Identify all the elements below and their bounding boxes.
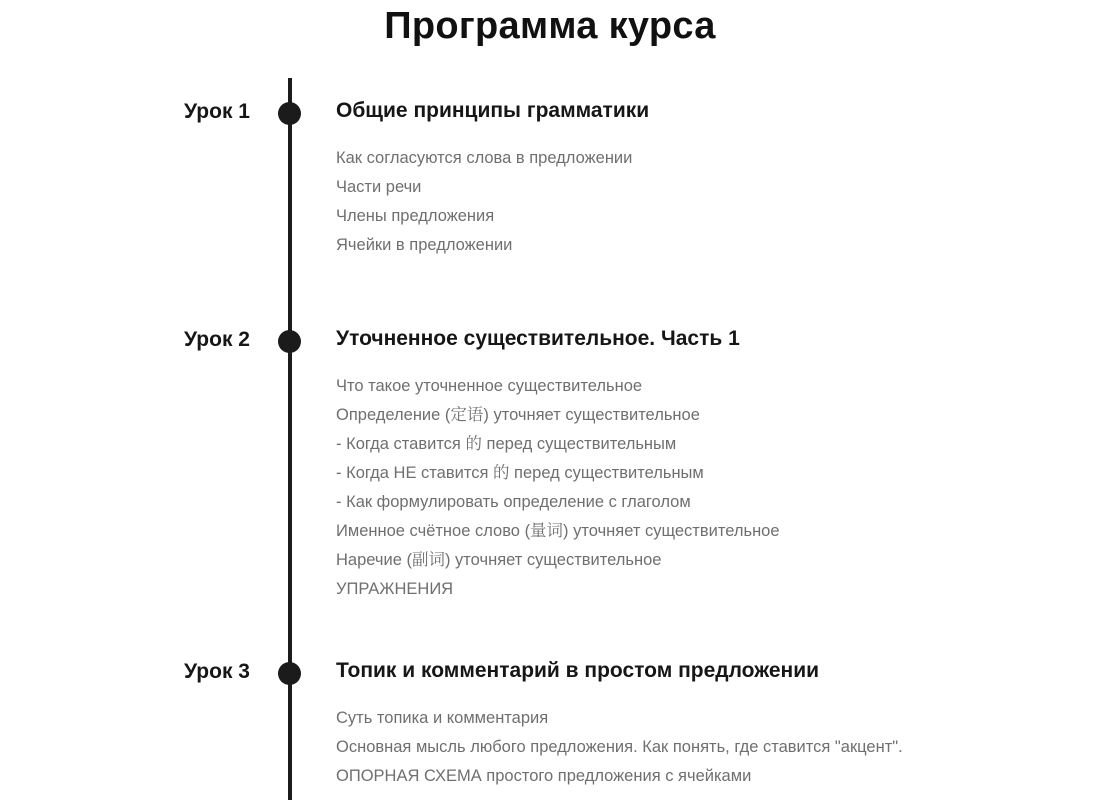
lesson-list — [0, 96, 1100, 791]
lesson-header — [0, 656, 1100, 690]
lesson-header — [0, 324, 1100, 358]
lesson-topic: Суть топика и комментария — [336, 709, 549, 727]
lesson-topic-list — [0, 358, 1100, 604]
timeline-dot-icon — [278, 102, 301, 125]
lesson-header — [0, 96, 1100, 130]
lesson-number-label: Урок 3 — [184, 660, 250, 683]
page-title: Программа курса — [384, 5, 716, 47]
lesson-title: Уточненное существительное. Часть 1 — [336, 327, 740, 350]
lesson-topic: Определение (定语) уточняет существительное — [336, 406, 700, 424]
lesson-spacer — [0, 260, 1100, 324]
lesson-topic: - Как формулировать определение с глаголом — [336, 493, 691, 511]
lesson-number-label: Урок 2 — [184, 328, 250, 351]
lesson-title: Общие принципы грамматики — [336, 99, 650, 122]
lesson-topic: Части речи — [336, 178, 422, 196]
lesson-topic: Что такое уточненное существительное — [336, 377, 643, 395]
lesson-topic: Ячейки в предложении — [336, 236, 513, 254]
lesson-topic: УПРАЖНЕНИЯ — [336, 580, 454, 598]
lesson-topic: Основная мысль любого предложения. Как понять, где ставится "акцент". — [336, 738, 903, 756]
lesson-item — [0, 324, 1100, 604]
lesson-spacer — [0, 604, 1100, 656]
timeline-dot-icon — [278, 330, 301, 353]
lesson-topic-list — [0, 690, 1100, 791]
lesson-item — [0, 656, 1100, 791]
lesson-topic: ОПОРНАЯ СХЕМА простого предложения с ячейками — [336, 767, 752, 785]
lesson-item — [0, 96, 1100, 260]
lesson-topic: Как согласуются слова в предложении — [336, 149, 633, 167]
lesson-topic: Наречие (副词) уточняет существительное — [336, 551, 662, 569]
lesson-number-label: Урок 1 — [184, 100, 250, 123]
timeline-dot-icon — [278, 662, 301, 685]
lesson-topic: Члены предложения — [336, 207, 495, 225]
lesson-topic: - Когда ставится 的 перед существительным — [336, 435, 677, 453]
lesson-title: Топик и комментарий в простом предложении — [336, 659, 820, 682]
lesson-topic-list — [0, 130, 1100, 260]
lesson-topic: Именное счётное слово (量词) уточняет существительное — [336, 522, 780, 540]
lesson-topic: - Когда НЕ ставится 的 перед существительным — [336, 464, 704, 482]
